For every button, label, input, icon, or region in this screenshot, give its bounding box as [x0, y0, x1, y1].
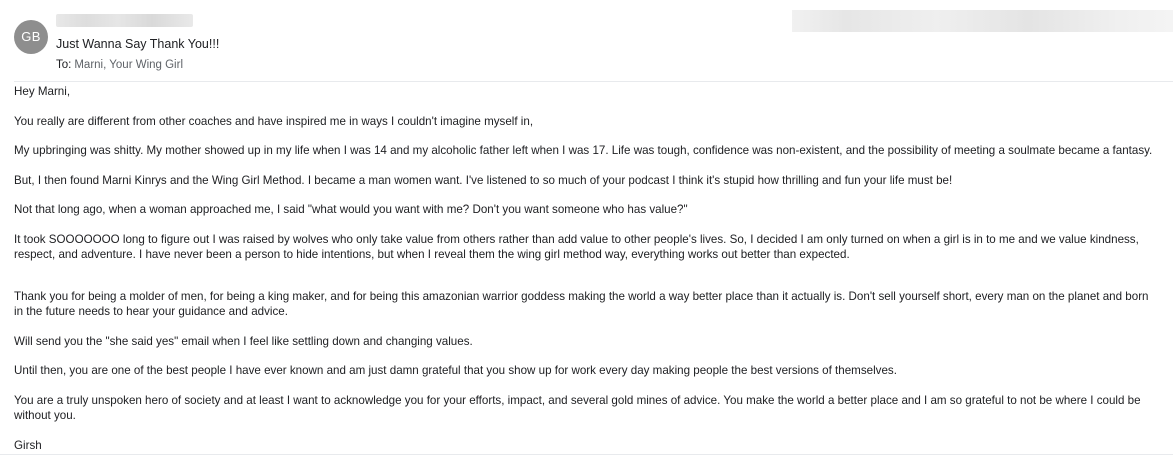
email-paragraph: You are a truly unspoken hero of society and at least I want to acknowledge you for your efforts, impact, and several gold mines of advice. You make the world a better place and I am so grateful to not be where I could be without you.	[14, 393, 1141, 422]
email-paragraph: Will send you the "she said yes" email when I feel like settling down and changing values.	[14, 334, 473, 348]
email-body	[0, 66, 1173, 453]
bottom-divider	[0, 454, 1173, 455]
email-paragraph: Thank you for being a molder of men, for being a king maker, and for being this amazonian warrior goddess making the world a way better place than it actually is. Don't sell yourself short, every man on the planet and born in the future needs to hear your guidance and advice.	[14, 289, 1149, 318]
email-paragraph: My upbringing was shitty. My mother showed up in my life when I was 14 and my alcoholic father left when I was 17. Life was tough, confidence was non-existent, and the possibility of meeting a soulmate became a fantasy.	[14, 144, 1153, 157]
email-paragraph: It took SOOOOOOO long to figure out I was raised by wolves who only take value from others rather than add value to other people's lives. So, I decided I am only turned on when a girl is in to me and we value kindness, respect, and adventure. I have never been a person to hide intentions, but when I reveal them the wing girl method way, everything works out better than expected.	[14, 232, 1139, 261]
email-signature: Girsh	[14, 438, 42, 452]
recipient-value[interactable]: Marni, Your Wing Girl	[74, 59, 183, 71]
header-divider	[14, 81, 1173, 82]
avatar: GB	[14, 20, 48, 54]
email-subject: Just Wanna Say Thank You!!!	[56, 37, 220, 51]
recipient-label: To:	[56, 59, 72, 71]
email-recipient-line	[56, 58, 1157, 72]
email-header	[0, 0, 1173, 71]
sender-name-redacted	[56, 14, 193, 27]
email-paragraph: You really are different from other coaches and have inspired me in ways I couldn't imagine myself in,	[14, 114, 534, 128]
email-paragraph: Not that long ago, when a woman approached me, I said "what would you want with me? Don't you want someone who has value?"	[14, 203, 688, 216]
email-paragraph: But, I then found Marni Kinrys and the Wing Girl Method. I became a man women want. I've listened to so much of your podcast I think it's stupid how thrilling and fun your life must be!	[14, 173, 953, 187]
header-redacted-banner	[792, 10, 1173, 32]
email-paragraph: Hey Marni,	[14, 85, 71, 98]
email-paragraph: Until then, you are one of the best people I have ever known and am just damn grateful that you show up for work every day making people the best versions of themselves.	[14, 364, 897, 377]
